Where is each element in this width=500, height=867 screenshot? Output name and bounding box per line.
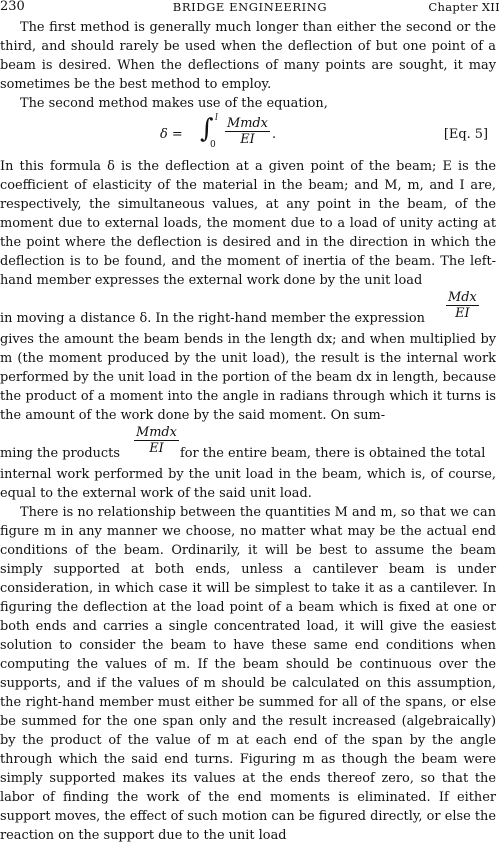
- paragraph: The second method makes use of the equation,: [20, 96, 328, 111]
- equation-fraction: [225, 116, 270, 147]
- equation-5: [0, 113, 496, 157]
- chapter-label: Chapter XII: [428, 0, 500, 14]
- integral-sign: ∫: [200, 114, 214, 144]
- formula-line: [0, 290, 496, 330]
- integral-lower-limit: 0: [210, 140, 216, 150]
- running-title: BRIDGE ENGINEERING: [172, 0, 328, 14]
- formula-line-text: in moving a distance δ. In the right-hand member the expression: [0, 311, 425, 326]
- running-header: [0, 0, 500, 14]
- paragraph: In this formula δ is the deflection at a given point of the beam; E is the coefficient of elasticity of the material in the beam; and M, m, and I are, respectively, the simultaneous values, at any point in the beam, of the moment due to external loads, the moment due to a load of unity acting at the point where the deflection is desired and in the direction in which the deflection is to be found, and the moment of inertia of the beam. The left-hand member expresses the external work done by the unit load: [0, 159, 496, 288]
- equation-end: .: [272, 127, 277, 142]
- paragraph: The first method is generally much longer than either the second or the third, and should rarely be used when the deflection of but one point of a beam is desired. When the deflections of many points are sought, it may sometimes be the best method to employ.: [0, 20, 496, 92]
- denominator: EI: [149, 441, 164, 456]
- integral-upper-limit: l: [215, 113, 218, 123]
- paragraph: gives the amount the beam bends in the length dx; and when multiplied by m (the moment produced by the unit load), the result is the internal work performed by the unit load in the portion of the beam dx in length, because the product of a moment into the angle in radians through which it turns is the amount of the work done by the said moment. On sum-: [0, 332, 496, 423]
- paragraph: There is no relationship between the quantities M and m, so that we can figure m in any manner we choose, no matter what may be the actual end conditions of the beam. Ordinarily, it will be best to assume the beam simply supported at both ends, unless a cantilever beam is under consideration, in which case it will be simplest to take it as a cantilever. In figuring the deflection at the load point of a beam which is fixed at one or both ends and carries a single concentrated load, it will give the easiest solution to consider the beam to have these same end conditions when computing the values of m. If the beam should be continuous over the supports, and if the values of m should be calculated on this assumption, the right-hand member must either be summed for all of the spans, or else be summed for the one span only and the result increased (algebraically) by the product of the value of m at each end of the span by the angle through which the said end turns. Figuring m as though the beam were simply supported makes its values at the ends thereof zero, so that the labor of finding the work of the end moments is eliminated. If either support moves, the effect of such motion can be figured directly, or else the reaction on the support due to the unit load: [0, 505, 496, 843]
- page-body: [0, 18, 496, 845]
- paragraph: internal work performed by the unit load in the beam, which is, of course, equal to the external work of the said unit load.: [0, 467, 496, 501]
- denominator: EI: [240, 132, 255, 147]
- equation-tag: [Eq. 5]: [443, 127, 488, 142]
- page-number: 230: [0, 0, 25, 14]
- formula-line-before: ming the products: [0, 446, 120, 461]
- inline-fraction: [134, 425, 179, 456]
- formula-line: [0, 425, 496, 465]
- denominator: EI: [455, 306, 470, 321]
- numerator: Mmdx: [136, 425, 177, 440]
- numerator: Mmdx: [227, 116, 268, 131]
- inline-fraction: [446, 290, 479, 321]
- numerator: Mdx: [448, 290, 477, 305]
- equation-lhs: δ =: [160, 127, 183, 142]
- formula-line-after: for the entire beam, there is obtained the total: [180, 446, 486, 461]
